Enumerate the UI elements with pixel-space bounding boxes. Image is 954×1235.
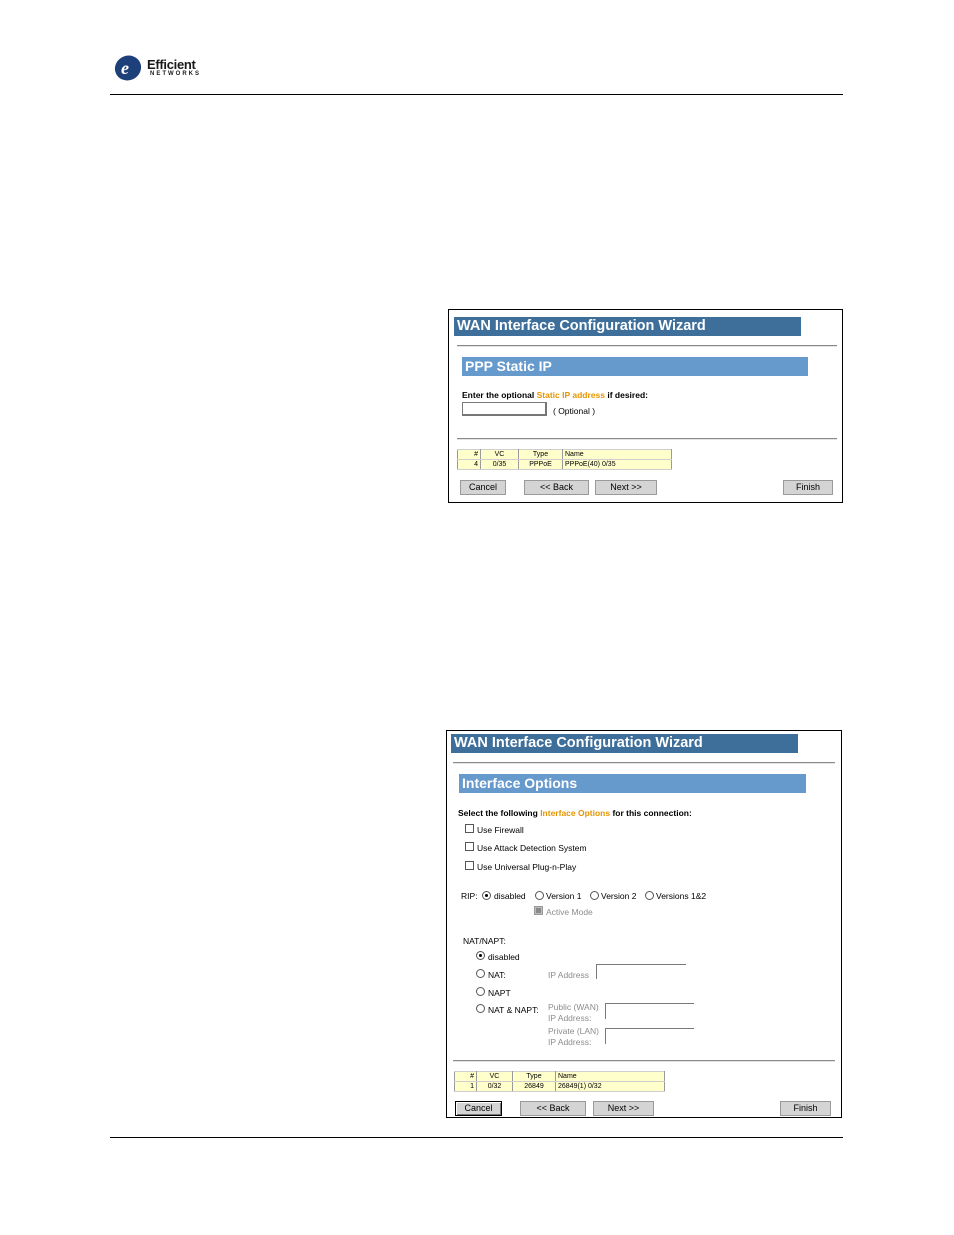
rip-versions12-radio[interactable] (645, 891, 654, 900)
nat-ip-address-label: IP Address (548, 970, 589, 980)
table-cell: 0/32 (477, 1082, 513, 1092)
table-header-row (458, 450, 672, 460)
rip-version2-radio[interactable] (590, 891, 599, 900)
table-cell: 1 (455, 1082, 477, 1092)
next-button[interactable]: Next >> (595, 480, 657, 495)
nat-disabled-radio[interactable] (476, 951, 485, 960)
next-button[interactable]: Next >> (593, 1101, 654, 1116)
header-cell: Name (556, 1072, 665, 1082)
step-title: Interface Options (459, 774, 806, 793)
nat-ip-address-input-edge (596, 964, 597, 979)
use-upnp-checkbox[interactable] (465, 861, 474, 870)
private-ip-input-edge (605, 1028, 606, 1044)
divider (453, 762, 835, 764)
napt-label: NAPT (488, 988, 511, 998)
private-ip-label: IP Address: (548, 1037, 592, 1047)
header-cell: Name (563, 450, 672, 460)
footer-rule (110, 1137, 843, 1138)
table-row[interactable] (455, 1082, 665, 1092)
header-rule (110, 94, 843, 95)
header-cell: # (455, 1072, 477, 1082)
logo-brand-subtext: NETWORKS (150, 71, 201, 77)
rip-version2-label: Version 2 (601, 891, 637, 901)
nat-label: NAT: (488, 970, 506, 980)
rip-disabled-label: disabled (494, 891, 526, 901)
table-cell: 4 (458, 460, 481, 470)
back-button[interactable]: << Back (524, 480, 589, 495)
public-ip-label: IP Address: (548, 1013, 592, 1023)
nat-and-napt-label: NAT & NAPT: (488, 1005, 539, 1015)
cancel-button[interactable]: Cancel (460, 480, 506, 495)
logo-brand-text: Efficient (147, 57, 196, 72)
use-attack-detection-label: Use Attack Detection System (477, 843, 587, 853)
static-ip-input[interactable] (462, 402, 547, 416)
table-header-row (455, 1072, 665, 1082)
wizard-title: WAN Interface Configuration Wizard (454, 317, 801, 336)
nat-disabled-label: disabled (488, 952, 520, 962)
table-cell: PPPoE(40) 0/35 (563, 460, 672, 470)
ppp-static-ip-wizard-panel (448, 309, 843, 503)
interface-options-prompt: Select the following Interface Options for this connection: (458, 808, 692, 818)
cancel-button[interactable]: Cancel (455, 1101, 502, 1116)
rip-disabled-radio[interactable] (482, 891, 491, 900)
interface-options-wizard-panel (446, 730, 842, 1118)
divider (453, 1060, 835, 1062)
rip-versions12-label: Versions 1&2 (656, 891, 707, 901)
rip-version1-radio[interactable] (535, 891, 544, 900)
table-cell: PPPoE (519, 460, 563, 470)
public-wan-label: Public (WAN) (548, 1002, 599, 1012)
static-ip-prompt: Enter the optional Static IP address if desired: (462, 390, 648, 400)
use-attack-detection-checkbox[interactable] (465, 842, 474, 851)
private-lan-label: Private (LAN) (548, 1026, 600, 1036)
napt-radio[interactable] (476, 987, 485, 996)
nat-radio[interactable] (476, 969, 485, 978)
svg-text:e: e (121, 58, 129, 78)
public-ip-input[interactable] (605, 1003, 694, 1004)
finish-button[interactable]: Finish (783, 480, 833, 495)
use-firewall-label: Use Firewall (477, 825, 524, 835)
active-mode-label: Active Mode (546, 907, 593, 917)
nat-ip-address-input[interactable] (596, 964, 686, 965)
header-cell: Type (519, 450, 563, 460)
efficient-networks-logo (113, 53, 213, 83)
rip-label: RIP: (461, 891, 478, 901)
nat-and-napt-radio[interactable] (476, 1004, 485, 1013)
header-cell: # (458, 450, 481, 460)
private-ip-input[interactable] (605, 1028, 694, 1029)
use-upnp-label: Use Universal Plug-n-Play (477, 862, 577, 872)
table-cell: 26849 (513, 1082, 556, 1092)
divider (457, 438, 837, 440)
nat-napt-label: NAT/NAPT: (463, 936, 506, 946)
table-row[interactable] (458, 460, 672, 470)
step-title: PPP Static IP (462, 357, 808, 376)
public-ip-input-edge (605, 1003, 606, 1019)
wizard-title: WAN Interface Configuration Wizard (451, 734, 798, 753)
table-cell: 0/35 (481, 460, 519, 470)
header-cell: VC (477, 1072, 513, 1082)
header-cell: Type (513, 1072, 556, 1082)
rip-version1-label: Version 1 (546, 891, 582, 901)
vc-table (454, 1071, 665, 1092)
efficient-e-icon (113, 53, 143, 83)
use-firewall-checkbox[interactable] (465, 824, 474, 833)
table-cell: 26849(1) 0/32 (556, 1082, 665, 1092)
active-mode-checkbox (534, 906, 543, 915)
header-cell: VC (481, 450, 519, 460)
vc-table (457, 449, 672, 470)
optional-label: ( Optional ) (553, 406, 596, 416)
finish-button[interactable]: Finish (780, 1101, 831, 1116)
back-button[interactable]: << Back (520, 1101, 586, 1116)
divider (457, 345, 837, 347)
